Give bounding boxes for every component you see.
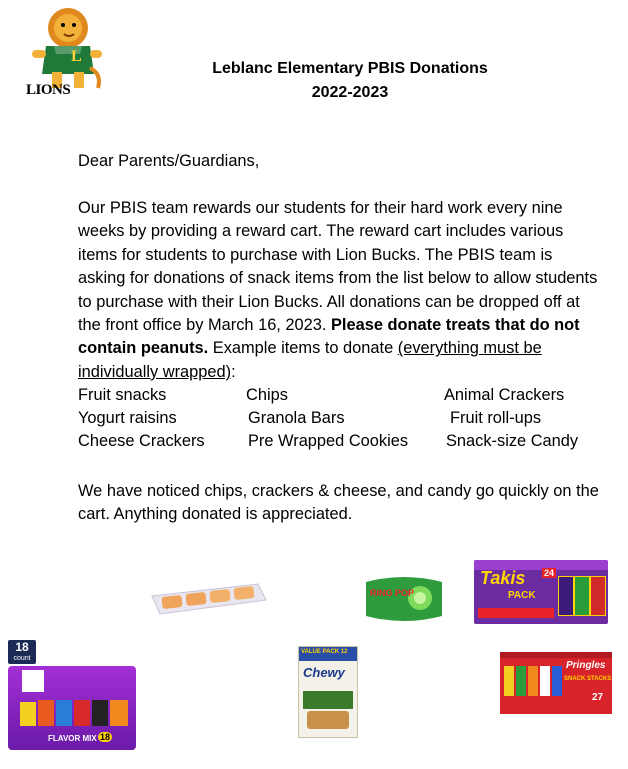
chewy-brand: Chewy bbox=[303, 665, 345, 680]
closing-text: We have noticed chips, crackers & cheese, and candy go quickly on the cart. Anything donated is appreciated. bbox=[78, 482, 599, 524]
school-logo bbox=[24, 4, 104, 102]
ring-pop-label: RING POP bbox=[370, 588, 415, 598]
list-item: Granola Bars bbox=[248, 409, 345, 427]
page-year: 2022-2023 bbox=[311, 84, 389, 101]
body-text: Our PBIS team rewards our students for their hard work every nine weeks by providing a reward cart. The reward cart includes various items for students to purchase with Lion Bucks. The PBIS team is asking for donations of snack items from the list below to allow students to purchase with their Lion Bucks. All donations can be dropped off at the front office by March 16, 2023. bbox=[78, 199, 598, 335]
logo-text: LIONS bbox=[26, 82, 71, 98]
list-item: Chips bbox=[246, 386, 288, 404]
logo-letter: L bbox=[71, 48, 82, 65]
chewy-picture bbox=[298, 646, 358, 738]
list-item: Yogurt raisins bbox=[78, 409, 177, 427]
list-item: Snack-size Candy bbox=[446, 432, 579, 450]
takis-pack: PACK bbox=[508, 590, 536, 601]
list-item: Cheese Crackers bbox=[78, 432, 205, 450]
crackers-picture bbox=[148, 578, 268, 618]
ring-pop-picture bbox=[364, 574, 444, 624]
pringles-count: 27 bbox=[592, 692, 604, 703]
peanut-warning: Please donate treats that do not contain peanuts. bbox=[78, 316, 580, 358]
takis-count: 24 bbox=[544, 568, 555, 578]
chips-flavor-number: 18 bbox=[100, 732, 111, 742]
chips-flavor: FLAVOR MIX bbox=[48, 734, 97, 743]
letter-body bbox=[78, 197, 598, 384]
body-colon: : bbox=[231, 362, 236, 381]
count-number: 18 bbox=[15, 640, 29, 654]
list-item: Fruit roll-ups bbox=[450, 409, 542, 427]
chips-variety-picture bbox=[8, 640, 136, 750]
pringles-picture bbox=[500, 652, 612, 714]
pringles-sub: SNACK STACKS bbox=[564, 676, 612, 682]
chewy-value-pack: VALUE PACK 12 bbox=[301, 649, 348, 655]
takis-picture bbox=[474, 560, 608, 624]
pringles-brand: Pringles bbox=[566, 660, 606, 671]
items-list bbox=[78, 384, 608, 456]
body-text-2: Example items to donate bbox=[208, 339, 398, 358]
count-badge bbox=[8, 640, 36, 664]
list-item: Pre Wrapped Cookies bbox=[248, 432, 409, 450]
count-word: count bbox=[13, 655, 31, 662]
greeting: Dear Parents/Guardians, bbox=[78, 152, 260, 170]
wrapped-note: (everything must be individually wrapped) bbox=[78, 339, 542, 381]
list-item: Fruit snacks bbox=[78, 386, 167, 404]
takis-brand: Takis bbox=[480, 568, 526, 588]
page-title: Leblanc Elementary PBIS Donations bbox=[212, 60, 488, 77]
list-item: Animal Crackers bbox=[444, 386, 565, 404]
